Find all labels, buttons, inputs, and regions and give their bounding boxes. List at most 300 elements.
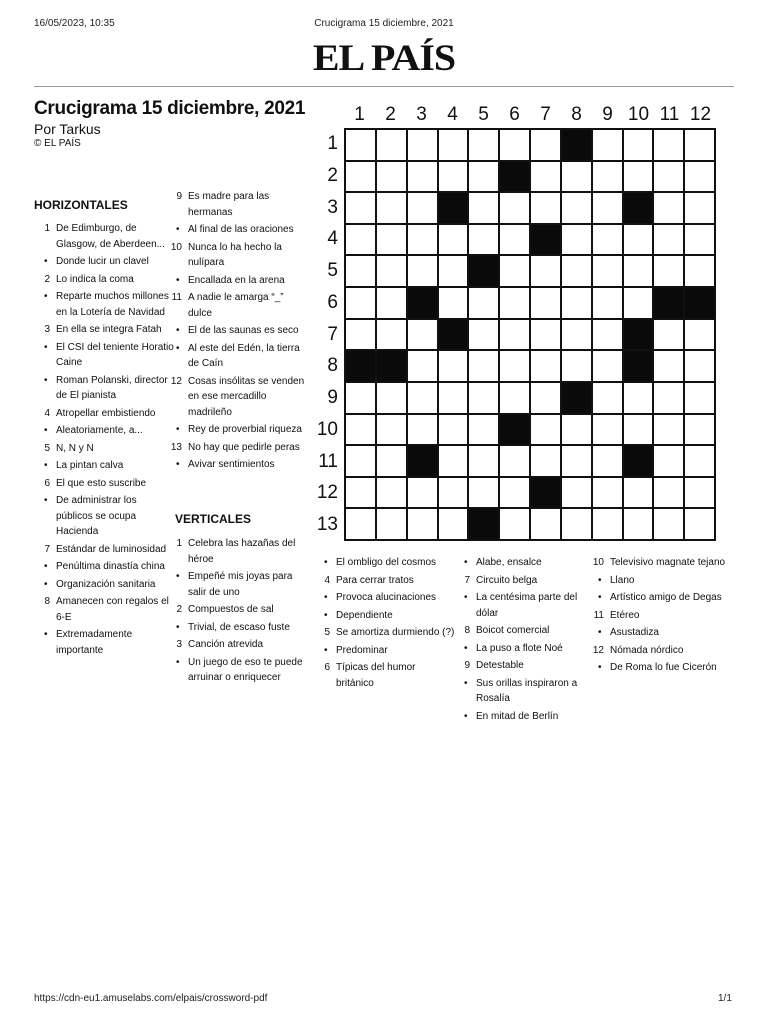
footer-url: https://cdn-eu1.amuselabs.com/elpais/crossword-pdf	[34, 993, 268, 1004]
clue-number: 1	[176, 538, 182, 549]
clue-item	[36, 254, 174, 270]
grid-cell	[653, 224, 684, 256]
grid-row-number: 5	[327, 260, 338, 282]
grid-row-number: 13	[316, 514, 338, 536]
grid-cell	[499, 287, 530, 319]
grid-block-cell	[561, 382, 592, 414]
clue-number: 11	[593, 609, 604, 621]
print-datetime: 16/05/2023, 10:35	[34, 18, 115, 29]
clue-text: El ombligo del cosmos	[336, 557, 437, 568]
grid-cell	[530, 382, 561, 414]
clue-item	[168, 273, 308, 289]
clue-text: Amanecen con regalos el 6-E	[56, 596, 169, 623]
grid-row-number: 9	[327, 387, 338, 409]
grid-cell	[623, 477, 654, 509]
clue-number: 9	[176, 191, 182, 202]
grid-block-cell	[468, 508, 499, 540]
grid-cell	[345, 319, 376, 351]
clue-item	[36, 577, 174, 593]
clue-text: Organización sanitaria	[56, 578, 156, 590]
grid-column-number: 6	[509, 104, 520, 125]
grid-cell	[623, 382, 654, 414]
clue-text: Boicot comercial	[476, 625, 550, 636]
clue-text: Para cerrar tratos	[336, 574, 414, 586]
clue-text: La pintan calva	[56, 460, 124, 471]
clue-item	[316, 573, 456, 589]
grid-block-cell	[407, 287, 438, 319]
grid-row-number: 4	[327, 228, 338, 250]
grid-cell	[407, 129, 438, 161]
grid-cell	[468, 477, 499, 509]
clue-text: En mitad de Berlín	[476, 710, 559, 722]
grid-cell	[407, 414, 438, 446]
grid-cell	[684, 445, 715, 477]
grid-cell	[623, 414, 654, 446]
clue-item	[456, 623, 591, 639]
grid-cell	[653, 192, 684, 224]
grid-cell	[653, 319, 684, 351]
clue-text: Nunca lo ha hecho la nulípara	[188, 241, 282, 268]
clue-item	[168, 341, 308, 372]
grid-cell	[653, 382, 684, 414]
grid-cell	[345, 508, 376, 540]
grid-cell	[468, 192, 499, 224]
grid-cell	[561, 161, 592, 193]
column-numbers	[344, 104, 716, 128]
clue-item	[36, 322, 174, 338]
clue-number: 6	[324, 662, 330, 673]
clue-text: Circuito belga	[476, 574, 538, 586]
bullet-icon: •	[176, 325, 180, 336]
clue-text: Reparte muchos millones en la Lotería de Navidad	[56, 291, 169, 318]
clue-number: 6	[44, 477, 50, 489]
clue-item	[36, 476, 174, 492]
grid-cell	[438, 287, 469, 319]
clue-item	[590, 660, 735, 676]
grid-column-number: 7	[540, 104, 551, 125]
bullet-icon: •	[598, 574, 602, 586]
clue-text: Canción atrevida	[188, 639, 264, 650]
clue-number: 7	[464, 574, 470, 586]
clue-number: 11	[171, 292, 182, 303]
clue-item	[36, 594, 174, 625]
grid-cell	[530, 445, 561, 477]
grid-cell	[345, 382, 376, 414]
clue-number: 3	[44, 324, 50, 335]
grid-column-number: 5	[478, 104, 489, 125]
grid-cell	[561, 350, 592, 382]
grid-cell	[376, 445, 407, 477]
grid-cell	[684, 477, 715, 509]
grid-row-number: 6	[327, 291, 338, 313]
grid-row-number: 3	[327, 196, 338, 218]
bullet-icon: •	[598, 662, 602, 673]
clue-column-5	[590, 555, 735, 678]
clue-item	[36, 373, 174, 404]
clue-text: Un juego de eso te puede arruinar o enriquecer	[188, 656, 303, 683]
grid-cell	[623, 161, 654, 193]
clue-number: 12	[170, 375, 182, 387]
grid-column-number: 11	[659, 104, 680, 125]
bullet-icon: •	[44, 256, 48, 267]
clue-text: El CSI del teniente Horatio Caine	[56, 341, 174, 368]
grid-cell	[345, 287, 376, 319]
grid-cell	[438, 350, 469, 382]
clue-item	[456, 709, 591, 725]
clue-text: Se amortiza durmiendo (?)	[336, 627, 455, 638]
grid-cell	[592, 445, 623, 477]
grid-column-number: 9	[602, 104, 613, 125]
grid-cell	[592, 350, 623, 382]
grid-cell	[653, 477, 684, 509]
puzzle-author: Por Tarkus	[34, 121, 101, 137]
grid-cell	[407, 350, 438, 382]
clue-item	[456, 676, 591, 707]
clue-text: Lo indica la coma	[56, 273, 134, 285]
grid-cell	[438, 255, 469, 287]
clue-text: Etéreo	[610, 609, 640, 621]
clue-item	[168, 189, 308, 220]
grid-block-cell	[345, 350, 376, 382]
bullet-icon: •	[44, 629, 48, 640]
grid-cell	[653, 129, 684, 161]
bullet-icon: •	[464, 592, 468, 603]
grid-cell	[684, 224, 715, 256]
clue-item	[168, 637, 308, 653]
clue-item	[36, 221, 174, 252]
grid-cell	[561, 224, 592, 256]
grid-cell	[345, 255, 376, 287]
clue-item	[316, 643, 456, 659]
grid-cell	[345, 161, 376, 193]
grid-cell	[530, 192, 561, 224]
clue-item	[168, 536, 308, 567]
el-pais-logo: EL PAÍS	[312, 36, 456, 79]
grid-column-number: 2	[385, 104, 396, 125]
grid-cell	[561, 255, 592, 287]
grid-cell	[499, 477, 530, 509]
grid-block-cell	[561, 129, 592, 161]
clue-number: 12	[592, 644, 604, 656]
clue-text: Cosas insólitas se venden en ese mercadillo madrileño	[188, 375, 305, 418]
clue-item	[168, 602, 308, 618]
clue-column-3	[316, 555, 456, 693]
grid-cell	[438, 129, 469, 161]
clue-number: 9	[464, 660, 470, 671]
grid-row-number: 12	[316, 482, 338, 504]
bullet-icon: •	[598, 627, 602, 638]
clue-item	[36, 423, 174, 439]
clue-number: 5	[324, 627, 330, 638]
grid-cell	[407, 319, 438, 351]
clue-text: Dependiente	[336, 609, 393, 621]
clue-item	[168, 655, 308, 686]
grid-cell	[653, 255, 684, 287]
grid-cell	[345, 414, 376, 446]
clue-item	[36, 272, 174, 288]
grid-cell	[623, 508, 654, 540]
bullet-icon: •	[44, 561, 48, 572]
grid-cell	[592, 129, 623, 161]
clue-item	[168, 620, 308, 636]
clue-number: 1	[44, 223, 50, 234]
grid-cell	[499, 129, 530, 161]
verticales-heading: VERTICALES	[175, 512, 252, 526]
clue-text: Llano	[610, 574, 635, 586]
clue-item	[36, 441, 174, 457]
clue-column-2-verticales	[168, 536, 308, 688]
grid-cell	[468, 161, 499, 193]
clue-text: Penúltima dinastía china	[56, 561, 165, 572]
grid-row-number: 7	[327, 323, 338, 345]
clue-text: Trivial, de escaso fuste	[188, 621, 290, 633]
grid-cell	[376, 161, 407, 193]
bullet-icon: •	[176, 656, 180, 668]
grid-cell	[499, 255, 530, 287]
grid-cell	[653, 445, 684, 477]
grid-block-cell	[623, 192, 654, 224]
grid-block-cell	[499, 161, 530, 193]
clue-item	[168, 290, 308, 321]
clue-text: Roman Polanski, director de El pianista	[56, 374, 168, 401]
grid-block-cell	[530, 477, 561, 509]
clue-text: Celebra las hazañas del héroe	[188, 538, 296, 565]
clue-number: 3	[176, 639, 182, 650]
grid-cell	[561, 477, 592, 509]
grid-cell	[684, 129, 715, 161]
grid-cell	[376, 414, 407, 446]
grid-block-cell	[407, 445, 438, 477]
bullet-icon: •	[176, 459, 180, 470]
grid-cell	[345, 192, 376, 224]
clue-item	[590, 625, 735, 641]
grid-cell	[623, 287, 654, 319]
grid-cell	[592, 161, 623, 193]
grid-cell	[438, 508, 469, 540]
grid-cell	[407, 161, 438, 193]
clue-text: Empeñé mis joyas para salir de uno	[188, 571, 293, 598]
grid-cell	[684, 414, 715, 446]
bullet-icon: •	[176, 342, 180, 354]
bullet-icon: •	[464, 642, 468, 654]
grid-cell	[438, 445, 469, 477]
clue-item	[316, 590, 456, 606]
clue-item	[590, 590, 735, 606]
grid-cell	[438, 414, 469, 446]
grid-cell	[468, 224, 499, 256]
clue-text: De administrar los públicos se ocupa Hacienda	[56, 495, 137, 537]
grid-cell	[592, 287, 623, 319]
grid-block-cell	[623, 319, 654, 351]
clue-text: Aleatoriamente, a...	[56, 425, 143, 436]
bullet-icon: •	[44, 291, 48, 302]
clue-item	[36, 542, 174, 558]
clue-item	[456, 641, 591, 657]
clue-item	[456, 590, 591, 621]
clue-text: Extremadamente importante	[56, 629, 133, 656]
clue-item	[36, 289, 174, 320]
clue-item	[316, 660, 456, 691]
bullet-icon: •	[44, 578, 48, 590]
grid-cell	[376, 129, 407, 161]
grid-cell	[468, 350, 499, 382]
clue-item	[36, 559, 174, 575]
clue-item	[36, 406, 174, 422]
clue-item	[456, 555, 591, 571]
clue-text: El de las saunas es seco	[188, 325, 299, 336]
grid-cell	[376, 382, 407, 414]
grid-cell	[592, 414, 623, 446]
bullet-icon: •	[176, 424, 180, 435]
clue-text: Sus orillas inspiraron a Rosalía	[476, 677, 578, 704]
grid-cell	[499, 445, 530, 477]
grid-cell	[623, 255, 654, 287]
grid-block-cell	[623, 445, 654, 477]
clue-item	[168, 422, 308, 438]
clue-text: Asustadiza	[610, 627, 659, 638]
grid-cell	[684, 382, 715, 414]
grid-block-cell	[468, 255, 499, 287]
clue-text: Atropellar embistiendo	[56, 407, 156, 419]
bullet-icon: •	[324, 644, 328, 656]
clue-text: Al este del Edén, la tierra de Caín	[188, 342, 300, 369]
grid-cell	[684, 255, 715, 287]
grid-block-cell	[376, 350, 407, 382]
clue-item	[590, 608, 735, 624]
clue-text: Provoca alucinaciones	[336, 592, 437, 603]
clue-item	[168, 569, 308, 600]
grid-cell	[345, 445, 376, 477]
clue-text: Rey de proverbial riqueza	[188, 424, 302, 435]
bullet-icon: •	[44, 425, 48, 436]
grid-cell	[438, 477, 469, 509]
row-numbers	[308, 128, 342, 541]
grid-cell	[438, 224, 469, 256]
grid-cell	[376, 224, 407, 256]
grid-cell	[499, 350, 530, 382]
grid-block-cell	[499, 414, 530, 446]
bullet-icon: •	[44, 374, 48, 386]
clue-text: Es madre para las hermanas	[188, 191, 270, 218]
clue-item	[316, 555, 456, 571]
grid-cell	[592, 319, 623, 351]
clue-column-2-horizontales	[168, 189, 308, 475]
grid-cell	[592, 382, 623, 414]
grid-block-cell	[623, 350, 654, 382]
grid-cell	[499, 508, 530, 540]
clue-column-1	[36, 221, 174, 660]
clue-number: 7	[44, 543, 50, 555]
grid-block-cell	[530, 224, 561, 256]
grid-cell	[561, 508, 592, 540]
clue-text: Predominar	[336, 644, 388, 656]
grid-cell	[530, 287, 561, 319]
grid-cell	[653, 414, 684, 446]
crossword-grid	[344, 128, 716, 541]
bullet-icon: •	[176, 224, 180, 235]
clue-text: La centésima parte del dólar	[476, 592, 578, 619]
grid-row-number: 8	[327, 355, 338, 377]
grid-cell	[499, 382, 530, 414]
clue-number: 4	[324, 574, 330, 586]
clue-text: De Edimburgo, de Glasgow, de Aberdeen...	[56, 223, 165, 250]
grid-row-number: 2	[327, 164, 338, 186]
clue-number: 8	[464, 625, 470, 636]
clue-item	[456, 658, 591, 674]
clue-item	[168, 323, 308, 339]
clue-text: Alabe, ensalce	[476, 557, 542, 568]
puzzle-copyright: © EL PAÍS	[34, 138, 81, 149]
clue-text: Encallada en la arena	[188, 274, 285, 286]
grid-cell	[684, 161, 715, 193]
clue-item	[168, 440, 308, 456]
grid-block-cell	[653, 287, 684, 319]
grid-cell	[684, 350, 715, 382]
clue-item	[168, 240, 308, 271]
grid-cell	[376, 319, 407, 351]
grid-column-number: 1	[354, 104, 365, 125]
grid-cell	[684, 192, 715, 224]
grid-block-cell	[438, 319, 469, 351]
clue-text: De Roma lo fue Cicerón	[610, 662, 717, 673]
grid-cell	[376, 287, 407, 319]
grid-cell	[530, 508, 561, 540]
clue-number: 2	[44, 273, 50, 285]
grid-cell	[345, 224, 376, 256]
grid-cell	[499, 319, 530, 351]
grid-cell	[561, 287, 592, 319]
clue-text: Al final de las oraciones	[188, 224, 294, 235]
clue-item	[316, 625, 456, 641]
grid-cell	[345, 477, 376, 509]
grid-cell	[407, 477, 438, 509]
clue-item	[168, 374, 308, 421]
grid-cell	[499, 192, 530, 224]
grid-cell	[468, 382, 499, 414]
clue-item	[36, 627, 174, 658]
clue-item	[168, 457, 308, 473]
grid-cell	[592, 192, 623, 224]
grid-cell	[592, 255, 623, 287]
clue-text: Nómada nórdico	[610, 644, 684, 656]
bullet-icon: •	[176, 571, 180, 582]
grid-cell	[468, 319, 499, 351]
bullet-icon: •	[324, 592, 328, 603]
horizontales-heading: HORIZONTALES	[34, 198, 128, 212]
grid-cell	[407, 255, 438, 287]
header-divider	[34, 86, 734, 87]
clue-item	[590, 573, 735, 589]
bullet-icon: •	[324, 609, 328, 621]
grid-row-number: 1	[327, 133, 338, 154]
clue-text: El que esto suscribe	[56, 477, 147, 489]
clue-text: Artístico amigo de Degas	[610, 592, 722, 603]
clue-item	[36, 493, 174, 540]
clue-column-4	[456, 555, 591, 726]
bullet-icon: •	[324, 557, 328, 568]
grid-cell	[530, 350, 561, 382]
clue-item	[590, 643, 735, 659]
clue-text: Detestable	[476, 660, 524, 671]
clue-number: 10	[170, 241, 182, 253]
bullet-icon: •	[44, 460, 48, 471]
footer-page-number: 1/1	[718, 993, 732, 1004]
grid-cell	[561, 192, 592, 224]
bullet-icon: •	[464, 677, 468, 689]
clue-text: En ella se integra Fatah	[56, 324, 162, 335]
clue-text: N, N y N	[56, 442, 94, 454]
grid-cell	[438, 161, 469, 193]
